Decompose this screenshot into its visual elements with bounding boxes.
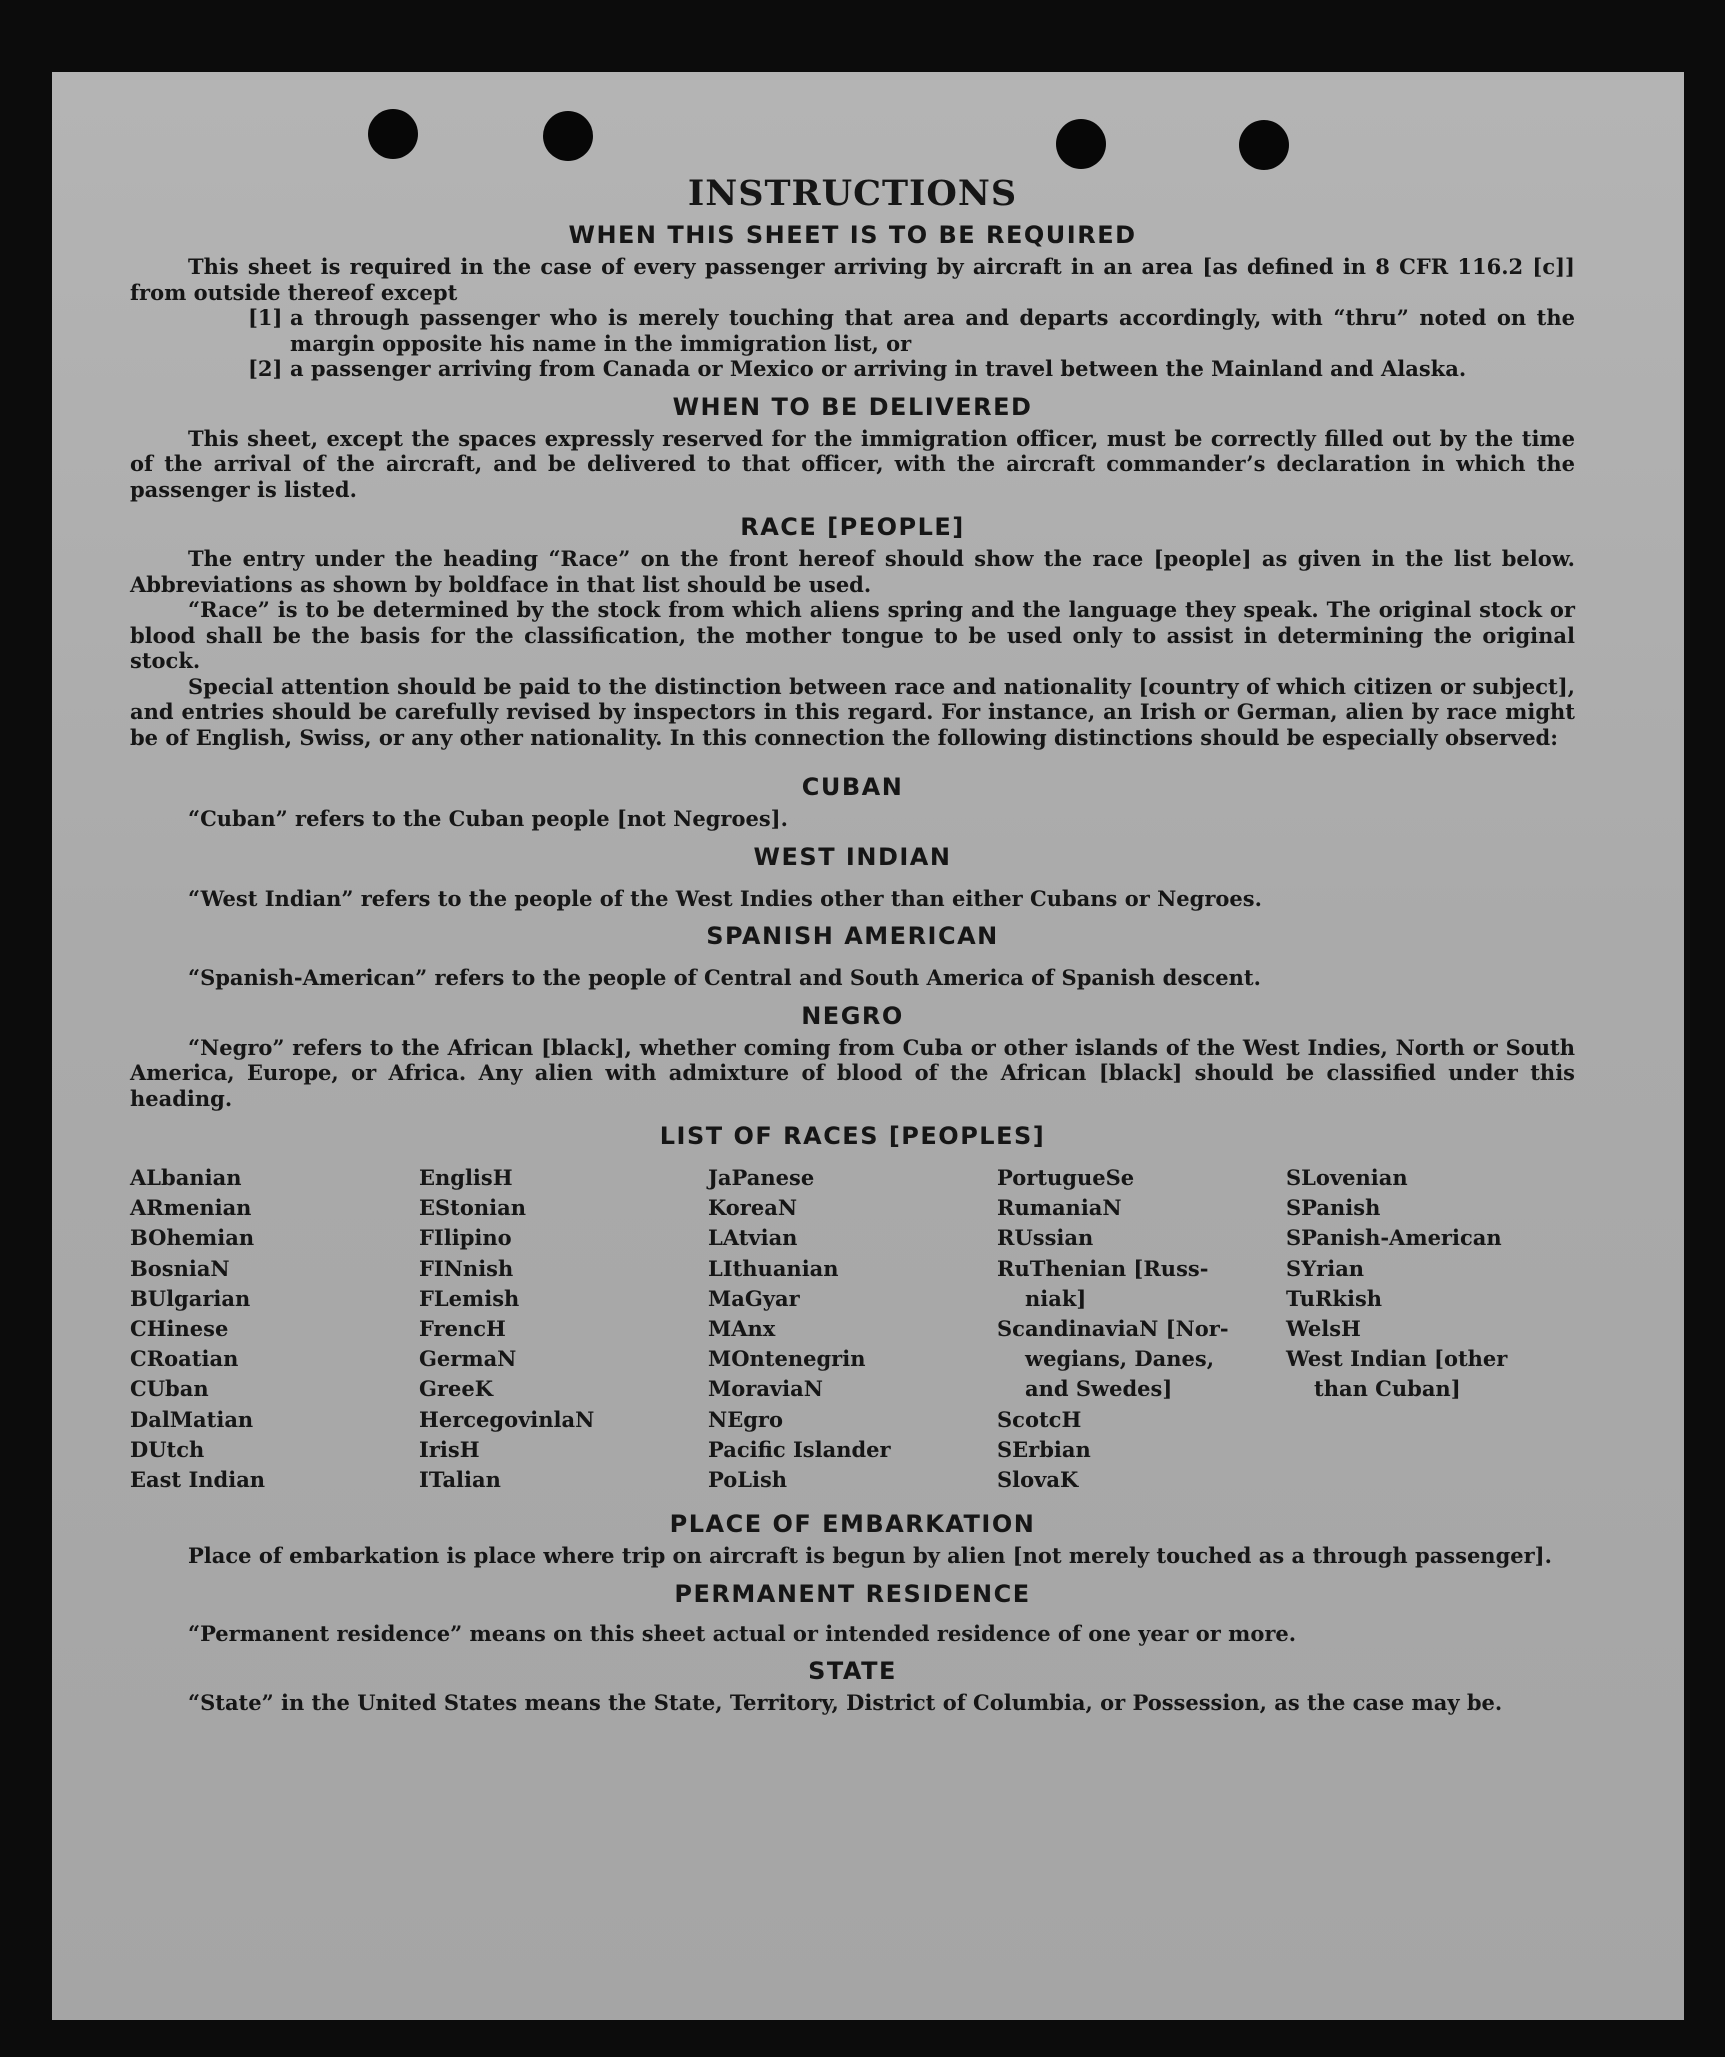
heading-negro: NEGRO bbox=[801, 1001, 904, 1030]
race-entry: DUtch bbox=[130, 1436, 205, 1462]
race-entry: LIthuanian bbox=[708, 1255, 839, 1281]
race-entry: ALbanian bbox=[130, 1165, 242, 1190]
race-column-5 bbox=[1286, 1163, 1575, 1495]
race-entry: GermaN bbox=[419, 1346, 517, 1372]
race-paragraph-2: “Race” is to be determined by the stock from which aliens spring and the language they speak. The original stock or blood shall be the basis for the classification, the mother tongue to be used only to assist in determining the original stock. bbox=[130, 597, 1575, 673]
race-entry: WelsH bbox=[1286, 1316, 1361, 1342]
race-entry: KoreaN bbox=[708, 1195, 798, 1221]
race-entry: FINnish bbox=[419, 1255, 514, 1281]
race-entry: EStonian bbox=[419, 1195, 526, 1221]
exception-number: [2] bbox=[248, 356, 283, 381]
heading-list-of-races: LIST OF RACES [PEOPLES] bbox=[659, 1122, 1046, 1150]
race-entry: ARmenian bbox=[130, 1195, 252, 1221]
race-entry: RUssian bbox=[997, 1225, 1094, 1251]
document-sheet bbox=[52, 72, 1684, 2020]
race-entry: East Indian bbox=[130, 1467, 266, 1493]
race-entry: BosniaN bbox=[130, 1255, 230, 1281]
heading-permanent-residence: PERMANENT RESIDENCE bbox=[674, 1579, 1031, 1608]
race-entry: MaGyar bbox=[708, 1285, 800, 1311]
punch-hole bbox=[1056, 119, 1106, 169]
page-title: INSTRUCTIONS bbox=[687, 173, 1018, 214]
race-entry: Pacific Islander bbox=[708, 1436, 891, 1462]
race-entry: SLovenian bbox=[1286, 1165, 1408, 1190]
race-entry: TuRkish bbox=[1286, 1285, 1383, 1311]
races-list bbox=[130, 1163, 1575, 1495]
spanish-american-text: “Spanish-American” refers to the people of Central and South America of Spanish descent. bbox=[188, 965, 1261, 990]
race-entry: BUlgarian bbox=[130, 1285, 251, 1311]
race-entry: FrencH bbox=[419, 1316, 506, 1342]
race-entry: EnglisH bbox=[419, 1165, 513, 1190]
race-entry: RumaniaN bbox=[997, 1195, 1122, 1221]
state-text: “State” in the United States means the State, Territory, District of Columbia, or Possession, as the case may be. bbox=[188, 1690, 1503, 1716]
race-column-3 bbox=[708, 1163, 997, 1495]
heading-cuban: CUBAN bbox=[801, 773, 904, 801]
document-content bbox=[130, 174, 1575, 1716]
race-entry-continuation: and Swedes] bbox=[1025, 1376, 1173, 1402]
race-entry: ScandinaviaN [Nor- bbox=[997, 1316, 1229, 1342]
race-entry: PortugueSe bbox=[997, 1165, 1135, 1190]
race-entry: NEgro bbox=[708, 1406, 783, 1432]
heading-west-indian: WEST INDIAN bbox=[753, 842, 952, 871]
race-entry: MAnx bbox=[708, 1316, 776, 1342]
heading-place-of-embarkation: PLACE OF EMBARKATION bbox=[669, 1510, 1036, 1539]
race-entry: SErbian bbox=[997, 1436, 1091, 1462]
delivered-text: This sheet, except the spaces expressly reserved for the immigration officer, must be correctly filled out by the time of the arrival of the aircraft, and be delivered to that officer, with the aircraft commander’s declaration in which the passenger is listed. bbox=[130, 425, 1575, 502]
race-entry-continuation: than Cuban] bbox=[1314, 1376, 1461, 1402]
race-entry: PoLish bbox=[708, 1467, 788, 1493]
cuban-text: “Cuban” refers to the Cuban people [not Negroes]. bbox=[188, 806, 788, 831]
punch-hole bbox=[368, 109, 418, 159]
race-entry: MoraviaN bbox=[708, 1376, 823, 1402]
race-entry: FLemish bbox=[419, 1285, 520, 1311]
race-entry: SlovaK bbox=[997, 1467, 1079, 1493]
west-indian-text: “West Indian” refers to the people of the West Indies other than either Cubans or Negroes. bbox=[188, 885, 1262, 911]
race-entry: FIlipino bbox=[419, 1225, 512, 1251]
embarkation-text: Place of embarkation is place where trip on aircraft is begun by alien [not merely touched as a through passenger]. bbox=[188, 1543, 1552, 1569]
race-entry: MOntenegrin bbox=[708, 1346, 866, 1372]
heading-spanish-american: SPANISH AMERICAN bbox=[706, 922, 999, 950]
race-entry: SYrian bbox=[1286, 1255, 1365, 1281]
heading-state: STATE bbox=[808, 1657, 897, 1686]
exception-number: [1] bbox=[248, 305, 283, 330]
race-entry: CRoatian bbox=[130, 1346, 239, 1372]
residence-text: “Permanent residence” means on this sheet actual or intended residence of one year or more. bbox=[188, 1620, 1297, 1646]
race-column-1 bbox=[130, 1163, 419, 1495]
race-entry: HercegovinlaN bbox=[419, 1406, 595, 1432]
race-entry-continuation: wegians, Danes, bbox=[1025, 1346, 1214, 1372]
required-intro: This sheet is required in the case of every passenger arriving by aircraft in an area [as defined in 8 CFR 116.2 [c]] from outside thereof except bbox=[130, 254, 1575, 305]
race-entry: CUban bbox=[130, 1376, 209, 1402]
race-entry: GreeK bbox=[419, 1376, 493, 1402]
race-entry-continuation: niak] bbox=[1025, 1285, 1087, 1311]
race-entry: ITalian bbox=[419, 1467, 501, 1493]
race-entry: West Indian [other bbox=[1286, 1346, 1508, 1372]
heading-when-required: WHEN THIS SHEET IS TO BE REQUIRED bbox=[568, 221, 1137, 249]
race-column-4 bbox=[997, 1163, 1286, 1495]
exception-text: a passenger arriving from Canada or Mexico or arriving in travel between the Mainland and Alaska. bbox=[290, 356, 1467, 381]
race-paragraph-1: The entry under the heading “Race” on the front hereof should show the race [people] as given in the list below. Abbreviations as shown by boldface in that list should be used. bbox=[130, 546, 1575, 597]
race-entry: SPanish-American bbox=[1286, 1225, 1502, 1251]
race-entry: DalMatian bbox=[130, 1406, 254, 1432]
heading-when-delivered: WHEN TO BE DELIVERED bbox=[672, 392, 1033, 421]
heading-race: RACE [PEOPLE] bbox=[740, 513, 965, 541]
race-paragraph-3: Special attention should be paid to the distinction between race and nationality [country of which citizen or subject], and entries should be carefully revised by inspectors in this regard. For instance, an Irish or German, alien by race might be of English, Swiss, or any other nationality. In this connection the following distinctions should be especially observed: bbox=[130, 673, 1575, 750]
punch-hole bbox=[1239, 120, 1289, 170]
exception-text: a through passenger who is merely touching that area and departs accordingly, with “thru” noted on the margin opposite his name in the immigration list, or bbox=[290, 305, 1575, 356]
race-entry: JaPanese bbox=[708, 1165, 815, 1190]
exception-item-2 bbox=[130, 356, 1575, 382]
race-column-2 bbox=[419, 1163, 708, 1495]
race-entry: ScotcH bbox=[997, 1406, 1082, 1432]
race-entry: IrisH bbox=[419, 1436, 480, 1462]
negro-text: “Negro” refers to the African [black], whether coming from Cuba or other islands of the West Indies, North or South America, Europe, or Africa. Any alien with admixture of blood of the African [black] should be classified under this heading. bbox=[130, 1034, 1575, 1111]
race-entry: RuThenian [Russ- bbox=[997, 1255, 1209, 1281]
race-entry: LAtvian bbox=[708, 1225, 798, 1251]
exception-item-1 bbox=[130, 305, 1575, 356]
race-entry: BOhemian bbox=[130, 1225, 255, 1251]
race-entry: SPanish bbox=[1286, 1195, 1381, 1221]
race-entry: CHinese bbox=[130, 1316, 229, 1342]
punch-hole bbox=[543, 111, 593, 161]
